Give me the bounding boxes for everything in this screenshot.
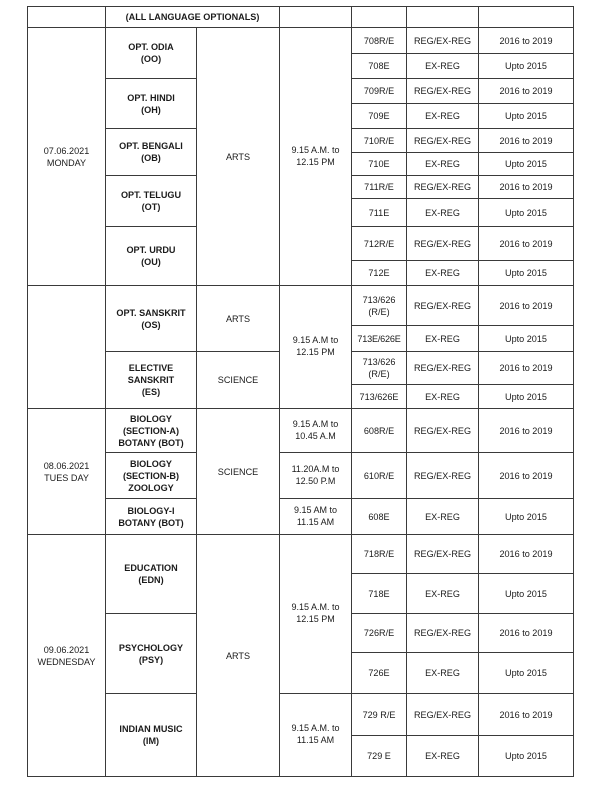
cell-year: 2016 to 2019 xyxy=(479,227,574,261)
subject-line-2: (SECTION-A) xyxy=(122,425,180,436)
time-line-1: 9.15 A.M. to xyxy=(291,723,340,734)
cell-code: 709E xyxy=(352,104,407,129)
subject-line-3: ZOOLOGY xyxy=(128,482,174,493)
subject-abbr: (ES) xyxy=(141,387,161,397)
subject-abbr: (OT) xyxy=(141,202,161,212)
cell-time-biology-1 xyxy=(280,499,352,535)
table-row-banner xyxy=(28,7,574,28)
cell-code: 610R/E xyxy=(352,453,407,499)
subject-name: OPT. HINDI xyxy=(127,92,175,103)
cell-code: 708R/E xyxy=(352,28,407,54)
cell-category: EX-REG xyxy=(407,574,479,614)
cell-year: Upto 2015 xyxy=(479,574,574,614)
cell-subject-biology-1 xyxy=(106,499,197,535)
subject-name: INDIAN MUSIC xyxy=(119,724,183,734)
subject-line-3: BOTANY (BOT) xyxy=(118,437,184,448)
cell-code: 726R/E xyxy=(352,614,407,653)
time-line-1: 9.15 A.M to xyxy=(292,418,339,429)
cell-subject-opt-urdu xyxy=(106,227,197,286)
cell-year: 2016 to 2019 xyxy=(479,453,574,499)
cell-category: EX-REG xyxy=(407,153,479,176)
cell-year: 2016 to 2019 xyxy=(479,535,574,574)
cell-code: 711E xyxy=(352,199,407,227)
cell-subject-opt-bengali xyxy=(106,129,197,176)
cell-year: Upto 2015 xyxy=(479,385,574,409)
cell-year: Upto 2015 xyxy=(479,261,574,286)
cell-year: 2016 to 2019 xyxy=(479,129,574,153)
time-line-2: 10.45 A.M xyxy=(295,430,336,441)
date-line-1: 08.06.2021 xyxy=(43,460,90,471)
cell-year: 2016 to 2019 xyxy=(479,286,574,326)
cell-category: REG/EX-REG xyxy=(407,614,479,653)
time-line-1: 11.20A.M to xyxy=(291,463,340,474)
table-row xyxy=(28,409,574,453)
table-row xyxy=(28,535,574,574)
cell-code: 718E xyxy=(352,574,407,614)
cell-category: EX-REG xyxy=(407,54,479,79)
cell-category: EX-REG xyxy=(407,736,479,777)
cell-code: 710R/E xyxy=(352,129,407,153)
cell-time-day3-edn-psy xyxy=(280,535,352,694)
time-line-1: 9.15 A.M. to xyxy=(291,144,340,155)
cell-year: Upto 2015 xyxy=(479,54,574,79)
cell-code: 712R/E xyxy=(352,227,407,261)
cell-category: EX-REG xyxy=(407,104,479,129)
subject-line-1: BIOLOGY xyxy=(130,458,172,469)
subject-line-2: BOTANY (BOT) xyxy=(118,517,184,528)
cell-category: REG/EX-REG xyxy=(407,176,479,199)
cell-code: 726E xyxy=(352,653,407,694)
cell-subject-biology-section-b xyxy=(106,453,197,499)
code-line-1: 713/626 xyxy=(362,294,396,305)
subject-abbr: (OS) xyxy=(141,319,161,330)
cell-year: 2016 to 2019 xyxy=(479,79,574,104)
subject-abbr: (OU) xyxy=(141,257,161,267)
subject-name: OPT. ODIA xyxy=(128,42,174,52)
cell-empty-date-top xyxy=(28,7,106,28)
cell-stream-arts-day3: ARTS xyxy=(197,535,280,777)
subject-abbr: (OH) xyxy=(141,104,161,115)
cell-year: 2016 to 2019 xyxy=(479,614,574,653)
table-row xyxy=(28,453,574,499)
subject-name-line-1: ELECTIVE xyxy=(128,363,174,373)
cell-subject-elective-sanskrit xyxy=(106,352,197,409)
cell-empty-time-top xyxy=(280,7,352,28)
cell-year: Upto 2015 xyxy=(479,326,574,352)
cell-date-day3 xyxy=(28,535,106,777)
cell-subject-education xyxy=(106,535,197,614)
cell-subject-opt-telugu xyxy=(106,176,197,227)
cell-category: REG/EX-REG xyxy=(407,535,479,574)
cell-time-biology-b xyxy=(280,453,352,499)
date-line-2: TUES DAY xyxy=(44,472,89,483)
cell-category: REG/EX-REG xyxy=(407,352,479,385)
cell-year: 2016 to 2019 xyxy=(479,176,574,199)
cell-category: REG/EX-REG xyxy=(407,129,479,153)
cell-year: Upto 2015 xyxy=(479,104,574,129)
cell-category: REG/EX-REG xyxy=(407,79,479,104)
cell-code: 608R/E xyxy=(352,409,407,453)
cell-time-day1-languages xyxy=(280,28,352,286)
subject-abbr: (PSY) xyxy=(138,654,164,665)
cell-code: 709R/E xyxy=(352,79,407,104)
date-line-2: MONDAY xyxy=(46,157,87,168)
code-line-2: (R/E) xyxy=(368,306,390,317)
cell-date-day1 xyxy=(28,28,106,286)
subject-abbr: (IM) xyxy=(142,736,160,746)
cell-subject-opt-sanskrit xyxy=(106,286,197,352)
cell-subject-opt-odia xyxy=(106,28,197,79)
cell-code: 708E xyxy=(352,54,407,79)
cell-year: Upto 2015 xyxy=(479,153,574,176)
time-line-1: 9.15 A.M to xyxy=(292,335,339,346)
subject-line-1: BIOLOGY-I xyxy=(127,505,175,516)
cell-time-biology-a xyxy=(280,409,352,453)
cell-year: 2016 to 2019 xyxy=(479,694,574,736)
exam-timetable-table xyxy=(27,6,574,777)
cell-time-indian-music xyxy=(280,694,352,777)
cell-category: EX-REG xyxy=(407,261,479,286)
cell-code: 712E xyxy=(352,261,407,286)
subject-name: OPT. BENGALI xyxy=(119,141,183,151)
cell-category: EX-REG xyxy=(407,199,479,227)
subject-name: EDUCATION xyxy=(124,563,178,573)
cell-category: REG/EX-REG xyxy=(407,409,479,453)
cell-code: 713E/626E xyxy=(352,326,407,352)
cell-category: EX-REG xyxy=(407,653,479,694)
cell-empty-code-top xyxy=(352,7,407,28)
cell-category: REG/EX-REG xyxy=(407,286,479,326)
subject-name-line-2: SANSKRIT xyxy=(127,375,175,385)
cell-year: 2016 to 2019 xyxy=(479,409,574,453)
cell-stream-arts-day1: ARTS xyxy=(197,28,280,286)
cell-subject-indian-music xyxy=(106,694,197,777)
cell-date-day1-continued xyxy=(28,286,106,409)
code-line-2: (R/E) xyxy=(368,369,390,379)
cell-date-day2 xyxy=(28,409,106,535)
cell-category: REG/EX-REG xyxy=(407,227,479,261)
cell-code: 711R/E xyxy=(352,176,407,199)
time-line-2: 12.15 PM xyxy=(296,156,335,167)
cell-code xyxy=(352,286,407,326)
table-row xyxy=(28,694,574,736)
cell-category: REG/EX-REG xyxy=(407,453,479,499)
subject-name: OPT. SANSKRIT xyxy=(116,307,186,318)
cell-code: 608E xyxy=(352,499,407,535)
subject-name: OPT. TELUGU xyxy=(120,190,182,200)
cell-year: Upto 2015 xyxy=(479,199,574,227)
cell-empty-cat-top xyxy=(407,7,479,28)
date-line-1: 07.06.2021 xyxy=(43,145,90,156)
subject-name: OPT. URDU xyxy=(126,245,176,255)
cell-category: EX-REG xyxy=(407,326,479,352)
cell-code: 713/626E xyxy=(352,385,407,409)
subject-line-2: (SECTION-B) xyxy=(122,470,180,481)
cell-category: REG/EX-REG xyxy=(407,28,479,54)
cell-code: 729 E xyxy=(352,736,407,777)
subject-line-1: BIOLOGY xyxy=(130,413,172,424)
cell-category: REG/EX-REG xyxy=(407,694,479,736)
cell-year: 2016 to 2019 xyxy=(479,352,574,385)
code-line-1: 713/626 xyxy=(362,357,396,367)
time-line-1: 9.15 AM to xyxy=(293,504,338,515)
subject-abbr: (OB) xyxy=(141,153,161,163)
table-row xyxy=(28,286,574,326)
date-line-1: 09.06.2021 xyxy=(43,644,90,655)
date-line-2: WEDNESDAY xyxy=(37,656,96,667)
cell-stream-arts-sanskrit: ARTS xyxy=(197,286,280,352)
time-line-2: 11.15 AM xyxy=(296,735,335,745)
cell-year: 2016 to 2019 xyxy=(479,28,574,54)
time-line-2: 12.15 PM xyxy=(296,347,335,357)
cell-time-sanskrit xyxy=(280,286,352,409)
subject-abbr: (OO) xyxy=(140,54,162,64)
cell-code: 710E xyxy=(352,153,407,176)
cell-stream-science-day2: SCIENCE xyxy=(197,409,280,535)
subject-abbr: (EDN) xyxy=(138,575,164,585)
cell-all-language-optionals: (ALL LANGUAGE OPTIONALS) xyxy=(106,7,280,28)
cell-year: Upto 2015 xyxy=(479,499,574,535)
cell-stream-science-elective: SCIENCE xyxy=(197,352,280,409)
cell-subject-biology-section-a xyxy=(106,409,197,453)
time-line-2: 12.15 PM xyxy=(296,614,335,624)
table-row xyxy=(28,28,574,54)
time-line-2: 11.15 AM xyxy=(296,516,335,527)
cell-code: 718R/E xyxy=(352,535,407,574)
cell-code xyxy=(352,352,407,385)
table-row xyxy=(28,499,574,535)
cell-category: EX-REG xyxy=(407,499,479,535)
subject-name: PSYCHOLOGY xyxy=(118,642,184,653)
cell-code: 729 R/E xyxy=(352,694,407,736)
cell-year: Upto 2015 xyxy=(479,653,574,694)
time-line-1: 9.15 A.M. to xyxy=(291,602,340,613)
cell-category: EX-REG xyxy=(407,385,479,409)
cell-subject-opt-hindi xyxy=(106,79,197,129)
cell-empty-year-top xyxy=(479,7,574,28)
cell-year: Upto 2015 xyxy=(479,736,574,777)
time-line-2: 12.50 P.M xyxy=(295,475,336,486)
cell-subject-psychology xyxy=(106,614,197,694)
